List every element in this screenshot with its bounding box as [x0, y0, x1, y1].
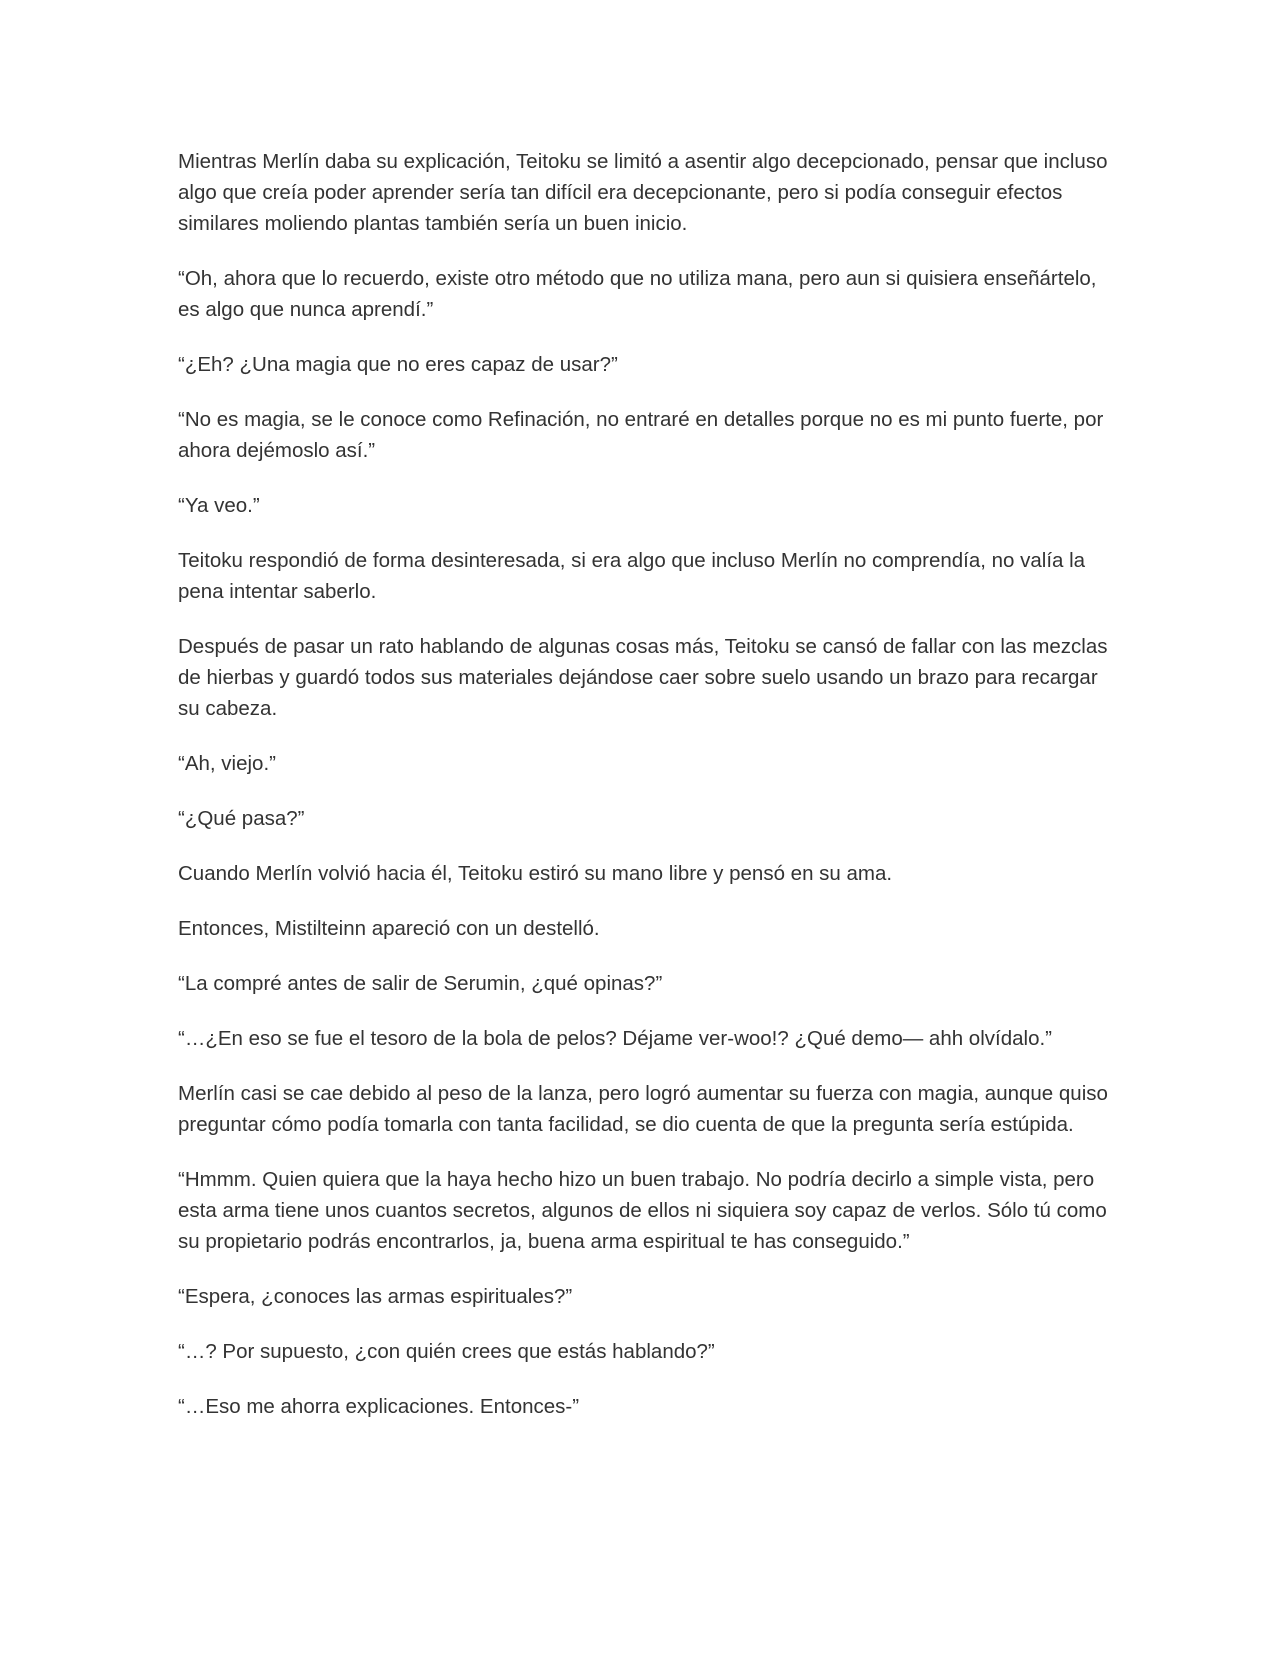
paragraph: “…? Por supuesto, ¿con quién crees que estás hablando?” [178, 1340, 715, 1363]
paragraph: “No es magia, se le conoce como Refinación, no entraré en detalles porque no es mi punto fuerte, por ahora dejémoslo así.” [178, 408, 1104, 462]
paragraph: Entonces, Mistilteinn apareció con un destelló. [178, 917, 600, 940]
paragraph: “Oh, ahora que lo recuerdo, existe otro método que no utiliza mana, pero aun si quisiera enseñártelo, es algo que nunca aprendí.” [178, 267, 1097, 321]
paragraph: “¿Qué pasa?” [178, 807, 305, 830]
paragraph: Mientras Merlín daba su explicación, Teitoku se limitó a asentir algo decepcionado, pensar que incluso algo que creía poder aprender sería tan difícil era decepcionante, pero si podía conseguir efectos similares moliendo plantas también sería un buen inicio. [178, 150, 1108, 235]
paragraph: “Ya veo.” [178, 494, 260, 517]
document-body [178, 146, 1108, 1446]
paragraph: Teitoku respondió de forma desinteresada, si era algo que incluso Merlín no comprendía, no valía la pena intentar saberlo. [178, 549, 1086, 603]
paragraph: “Hmmm. Quien quiera que la haya hecho hizo un buen trabajo. No podría decirlo a simple vista, pero esta arma tiene unos cuantos secretos, algunos de ellos ni siquiera soy capaz de verlos. Sólo tú como su propietario podrás encontrarlos, ja, buena arma espiritual te has conseguido.” [178, 1168, 1107, 1253]
paragraph: “¿Eh? ¿Una magia que no eres capaz de usar?” [178, 353, 618, 376]
paragraph: “…¿En eso se fue el tesoro de la bola de pelos? Déjame ver-woo!? ¿Qué demo— ahh olvídalo.” [178, 1027, 1052, 1050]
paragraph: “Espera, ¿conoces las armas espirituales?” [178, 1285, 573, 1308]
paragraph: Cuando Merlín volvió hacia él, Teitoku estiró su mano libre y pensó en su ama. [178, 862, 893, 885]
paragraph: Merlín casi se cae debido al peso de la lanza, pero logró aumentar su fuerza con magia, aunque quiso preguntar cómo podía tomarla con tanta facilidad, se dio cuenta de que la pregunta sería estúpida. [178, 1082, 1108, 1136]
paragraph: Después de pasar un rato hablando de algunas cosas más, Teitoku se cansó de fallar con las mezclas de hierbas y guardó todos sus materiales dejándose caer sobre suelo usando un brazo para recargar su cabeza. [178, 635, 1108, 720]
paragraph: “Ah, viejo.” [178, 752, 276, 775]
paragraph: “La compré antes de salir de Serumin, ¿qué opinas?” [178, 972, 663, 995]
paragraph: “…Eso me ahorra explicaciones. Entonces-” [178, 1395, 580, 1418]
